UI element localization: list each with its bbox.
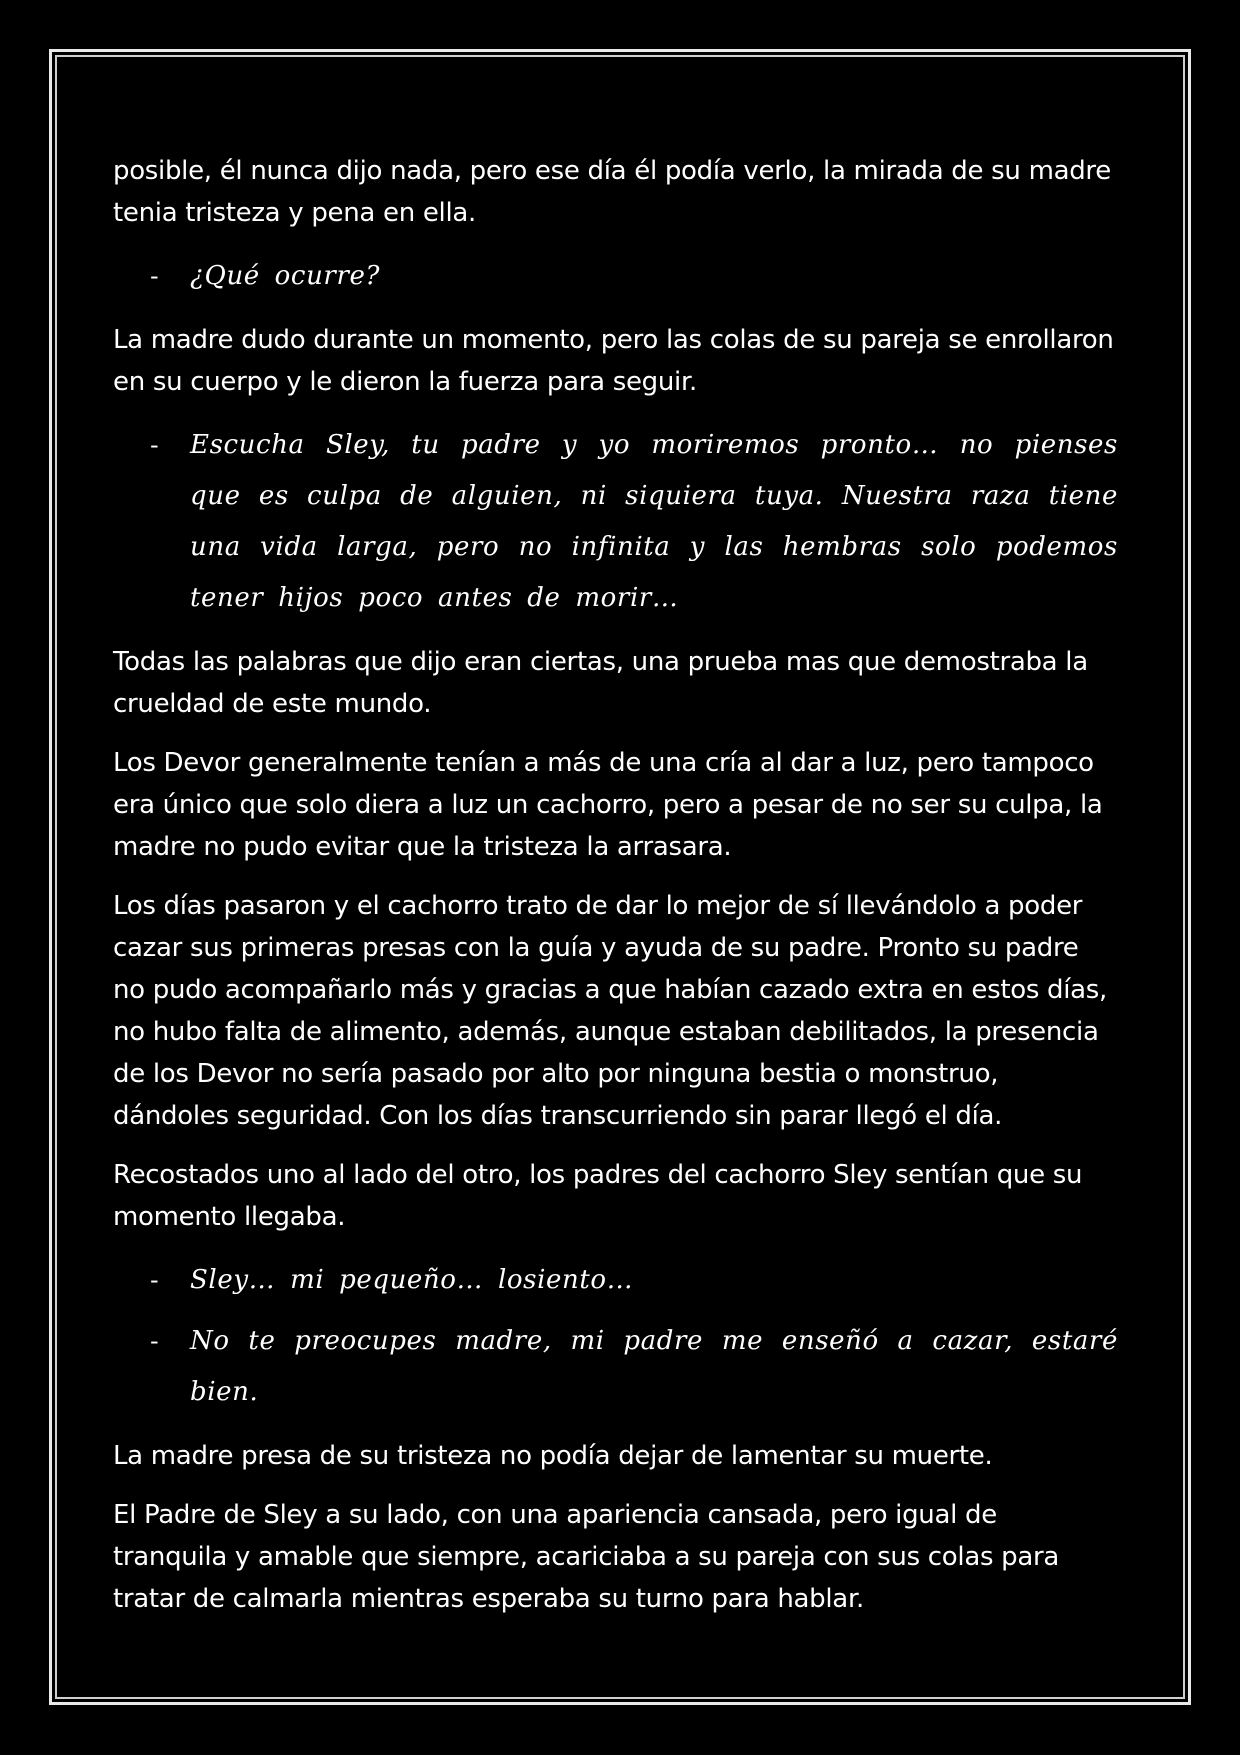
page-content <box>113 150 1118 1637</box>
paragraph: La madre dudo durante un momento, pero las colas de su pareja se enrollaron en su cuerpo y le dieron la fuerza para seguir. <box>113 325 1114 397</box>
paragraph: Todas las palabras que dijo eran ciertas, una prueba mas que demostraba la crueldad de este mundo. <box>113 647 1088 719</box>
dialogue-line <box>113 1316 1118 1418</box>
paragraph: posible, él nunca dijo nada, pero ese día él podía verlo, la mirada de su madre tenia tristeza y pena en ella. <box>113 156 1111 228</box>
paragraph: La madre presa de su tristeza no podía dejar de lamentar su muerte. <box>113 1441 993 1471</box>
dialogue-text: Escucha Sley, tu padre y yo moriremos pronto… no pienses que es culpa de alguien, ni siquiera tuya. Nuestra raza tiene una vida larga, pero no infinita y las hembras solo podemos tener hijos poco antes de morir… <box>190 430 1118 613</box>
dialogue-dash: - <box>150 1266 159 1294</box>
dialogue-line <box>113 420 1118 624</box>
dialogue-line <box>113 1255 1118 1306</box>
dialogue-text: Sley… mi pequeño… losiento… <box>190 1265 634 1295</box>
dialogue-line <box>113 251 1118 302</box>
paragraph: Los Devor generalmente tenían a más de una cría al dar a luz, pero tampoco era único que solo diera a luz un cachorro, pero a pesar de no ser su culpa, la madre no pudo evitar que la tristeza la arrasara. <box>113 748 1103 862</box>
dialogue-dash: - <box>150 262 159 290</box>
paragraph: Recostados uno al lado del otro, los padres del cachorro Sley sentían que su momento llegaba. <box>113 1160 1083 1232</box>
dialogue-text: ¿Qué ocurre? <box>190 261 380 291</box>
dialogue-text: No te preocupes madre, mi padre me enseñó a cazar, estaré bien. <box>190 1326 1118 1407</box>
paragraph: Los días pasaron y el cachorro trato de dar lo mejor de sí llevándolo a poder cazar sus primeras presas con la guía y ayuda de su padre. Pronto su padre no pudo acompañarlo más y gracias a que habían cazado extra en estos días, no hubo falta de alimento, además, aunque estaban debilitados, la presencia de los Devor no sería pasado por alto por ninguna bestia o monstruo, dándoles seguridad. Con los días transcurriendo sin parar llegó el día. <box>113 891 1108 1131</box>
dialogue-dash: - <box>150 1327 159 1355</box>
dialogue-dash: - <box>150 431 159 459</box>
paragraph: El Padre de Sley a su lado, con una apariencia cansada, pero igual de tranquila y amable que siempre, acariciaba a su pareja con sus colas para tratar de calmarla mientras esperaba su turno para hablar. <box>113 1500 1060 1614</box>
